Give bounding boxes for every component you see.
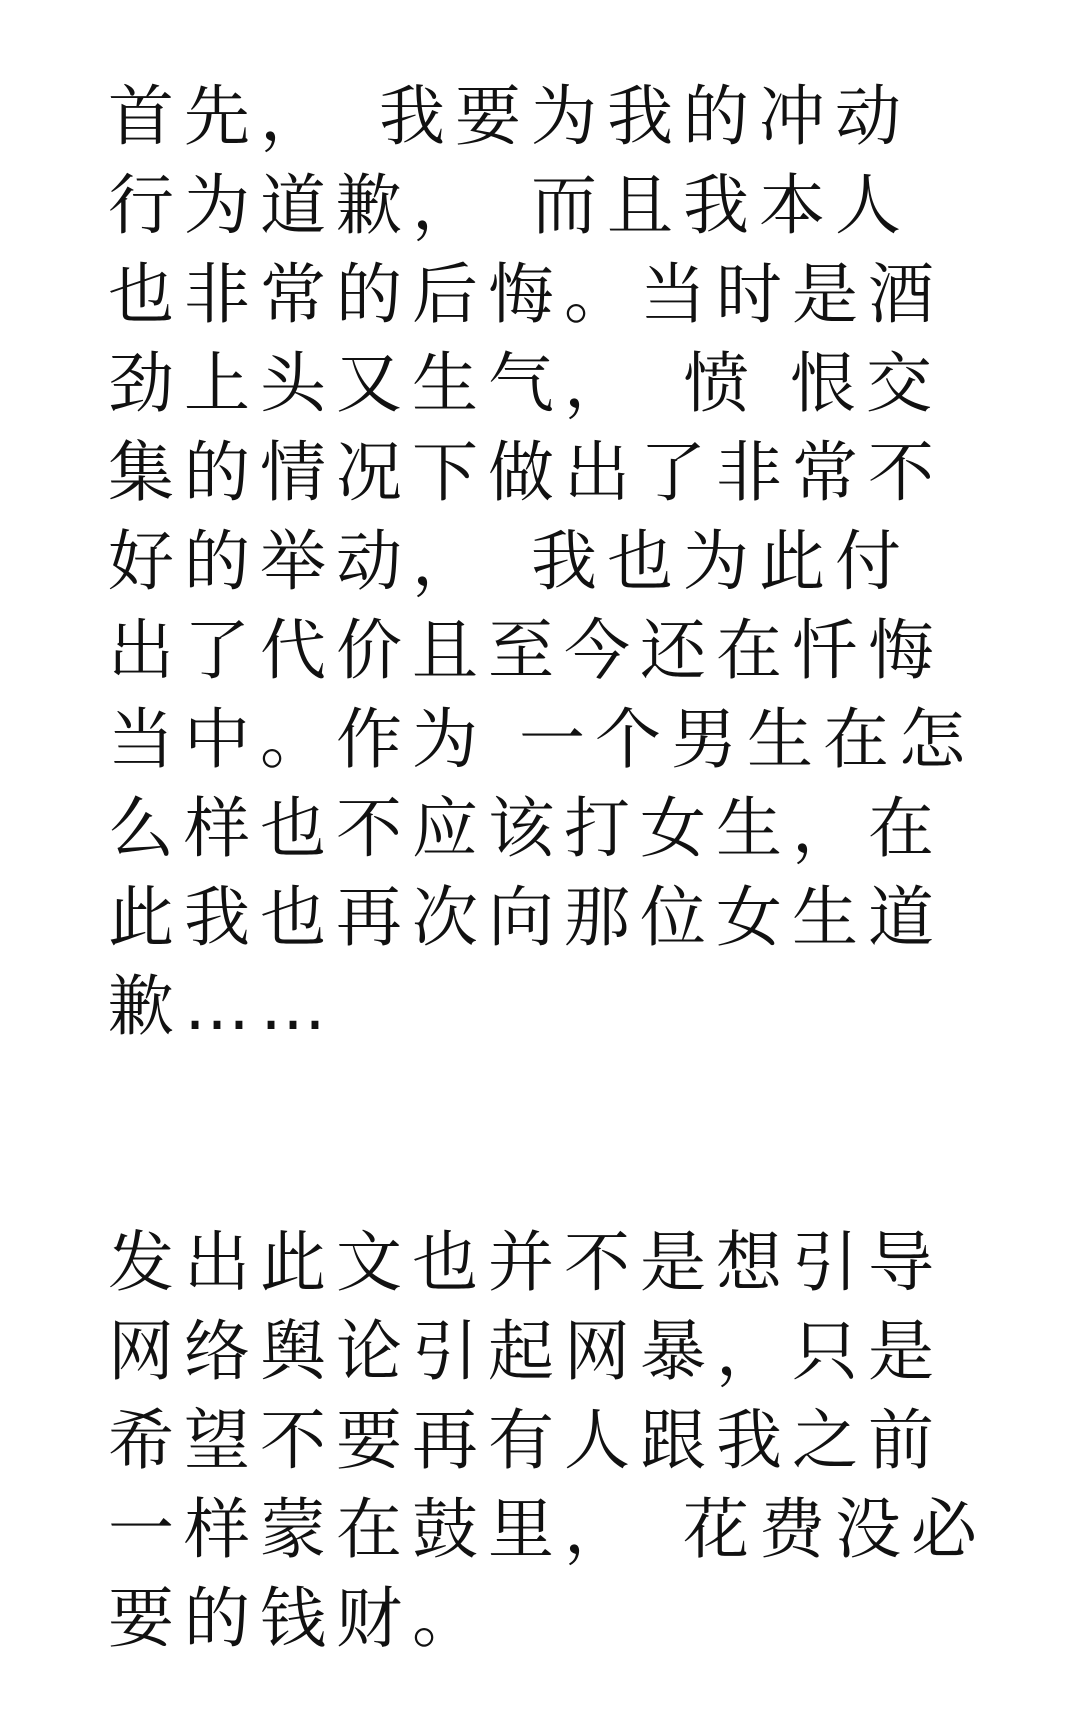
text-line: 劲上头又生气， 愤 恨交 xyxy=(108,345,942,422)
text-line: 希望不要再有人跟我之前 xyxy=(108,1402,944,1479)
text-line: 要的钱财。 xyxy=(108,1580,488,1657)
text-line: 行为道歉， 而且我本人 xyxy=(108,167,911,244)
apology-paragraph xyxy=(108,72,988,1051)
purpose-paragraph xyxy=(108,1218,988,1663)
text-line: 出了代价且至今还在忏悔 xyxy=(108,612,944,689)
text-line: 首先， 我要为我的冲动 xyxy=(108,78,911,155)
text-line: 网络舆论引起网暴，只是 xyxy=(108,1313,944,1390)
text-line: 此我也再次向那位女生道 xyxy=(108,879,944,956)
text-line: 一样蒙在鼓里， 花费没必 xyxy=(108,1491,987,1568)
text-line: 当中。作为 一个男生在怎 xyxy=(108,701,975,778)
text-line: 歉…… xyxy=(108,968,336,1045)
text-line: 好的举动， 我也为此付 xyxy=(108,523,911,600)
text-line: 么样也不应该打女生，在 xyxy=(108,790,944,867)
text-line: 也非常的后悔。当时是酒 xyxy=(108,256,944,333)
text-line: 发出此文也并不是想引导 xyxy=(108,1224,944,1301)
text-line: 集的情况下做出了非常不 xyxy=(108,434,944,511)
